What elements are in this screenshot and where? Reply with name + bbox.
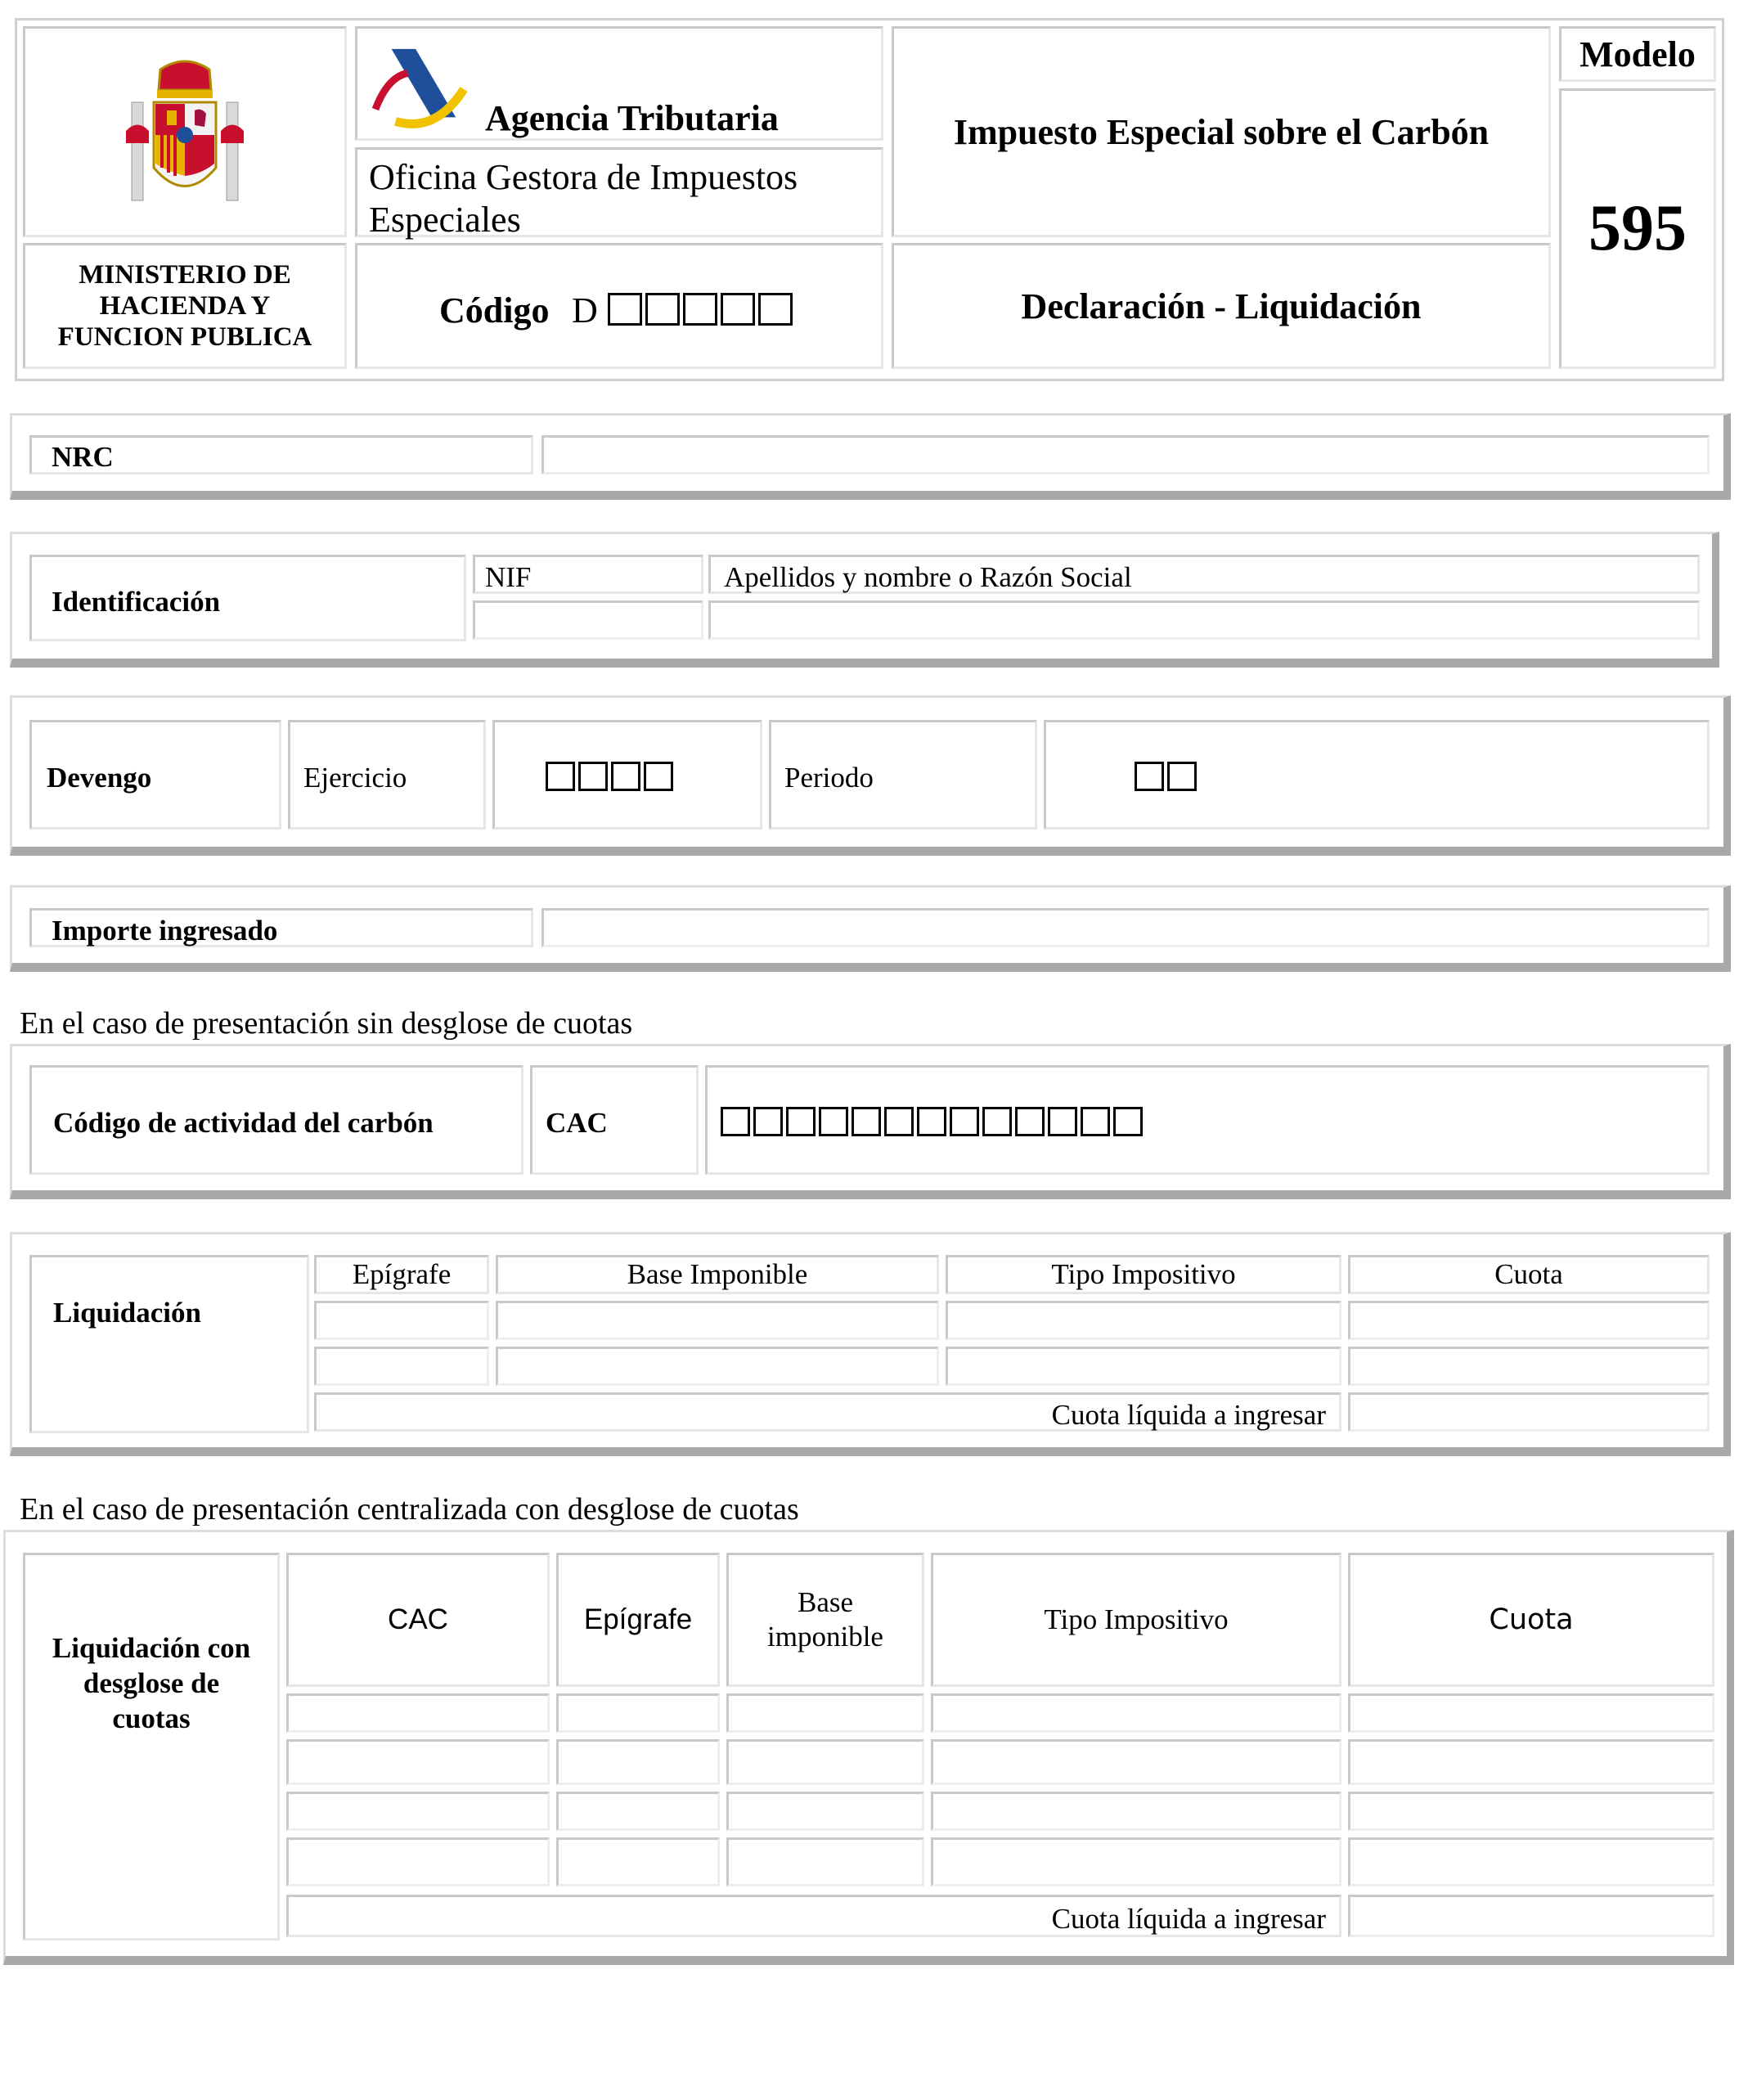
name-label-cell [708, 555, 1700, 594]
cd-row1-base[interactable] [726, 1693, 924, 1733]
agency-name: Agencia Tributaria [485, 98, 779, 138]
cac-label: CAC [546, 1107, 608, 1139]
cd-col-base-label: Base imponible [767, 1586, 883, 1653]
con-desglose-label: Liquidación con desglose de cuotas [52, 1632, 251, 1734]
importe-input[interactable] [541, 908, 1710, 947]
devengo-label-cell [29, 720, 281, 830]
liq-col-cuota-label: Cuota [1494, 1258, 1563, 1290]
liq-col-epigrafe [314, 1255, 489, 1294]
cac-boxes[interactable] [721, 1107, 1143, 1136]
liq-row1-tipo[interactable] [946, 1301, 1341, 1340]
liq-total-label-cell [314, 1392, 1341, 1432]
cd-total-label-cell [286, 1895, 1341, 1937]
name-input[interactable] [708, 600, 1700, 640]
cd-col-cuota [1348, 1553, 1714, 1687]
nrc-label: NRC [52, 441, 114, 473]
cd-col-tipo [931, 1553, 1341, 1687]
importe-label: Importe ingresado [52, 915, 278, 947]
liquidacion-label: Liquidación [53, 1297, 201, 1329]
cd-row1-cac[interactable] [286, 1693, 550, 1733]
codigo-prefix: D [572, 290, 598, 331]
cd-row4-epigrafe[interactable] [556, 1837, 720, 1886]
cd-row2-cac[interactable] [286, 1739, 550, 1785]
cd-row3-cuota[interactable] [1348, 1792, 1714, 1831]
cd-row1-tipo[interactable] [931, 1693, 1341, 1733]
doc-type: Declaración - Liquidación [1021, 286, 1422, 326]
liq-col-cuota [1348, 1255, 1710, 1294]
cac-long-label-cell [29, 1065, 523, 1175]
office-name: Oficina Gestora de Impuestos Especiales [369, 157, 798, 240]
nrc-input[interactable] [541, 435, 1710, 474]
liq-row2-cuota[interactable] [1348, 1347, 1710, 1386]
liq-total-input[interactable] [1348, 1392, 1710, 1432]
ejercicio-value-cell [492, 720, 762, 830]
cac-value-cell [705, 1065, 1710, 1175]
liq-row1-cuota[interactable] [1348, 1301, 1710, 1340]
doc-type-cell [892, 243, 1551, 369]
cd-row1-epigrafe[interactable] [556, 1693, 720, 1733]
modelo-number: 595 [1588, 192, 1687, 264]
codigo-boxes[interactable] [608, 293, 793, 326]
identificacion-label: Identificación [52, 586, 221, 618]
liquidacion-label-cell [29, 1255, 309, 1433]
modelo-label-cell [1559, 26, 1716, 82]
periodo-boxes[interactable] [1135, 762, 1197, 791]
name-label: Apellidos y nombre o Razón Social [724, 561, 1132, 593]
cd-total-input[interactable] [1348, 1895, 1714, 1937]
con-desglose-caption: En el caso de presentación centralizada con desglose de cuotas [20, 1492, 799, 1527]
cd-row3-epigrafe[interactable] [556, 1792, 720, 1831]
cd-col-epigrafe-label: Epígrafe [583, 1603, 693, 1635]
periodo-label: Periodo [784, 762, 874, 794]
cd-row2-cuota[interactable] [1348, 1739, 1714, 1785]
cd-col-cac [286, 1553, 550, 1687]
nrc-label-cell [29, 435, 533, 474]
cd-row4-cuota[interactable] [1348, 1837, 1714, 1886]
coat-of-arms-cell [23, 26, 347, 237]
ministry-cell [23, 243, 347, 369]
ejercicio-boxes[interactable] [546, 762, 673, 791]
agencia-tributaria-logo-icon [371, 45, 469, 133]
modelo-label: Modelo [1579, 34, 1696, 74]
importe-label-cell [29, 908, 533, 947]
nif-input[interactable] [473, 600, 703, 640]
tax-title: Impuesto Especial sobre el Carbón [953, 111, 1490, 152]
nif-label-cell [473, 555, 703, 594]
office-cell [355, 147, 883, 240]
liq-col-tipo-label: Tipo Impositivo [1051, 1258, 1236, 1290]
ejercicio-label: Ejercicio [303, 762, 407, 794]
nif-label: NIF [485, 561, 532, 593]
codigo-cell [355, 243, 883, 369]
tax-title-cell [892, 26, 1551, 237]
devengo-label: Devengo [47, 762, 152, 794]
cd-row3-base[interactable] [726, 1792, 924, 1831]
cd-row3-cac[interactable] [286, 1792, 550, 1831]
liq-row2-base[interactable] [496, 1347, 939, 1386]
cd-col-cac-label: CAC [388, 1603, 448, 1635]
cd-row3-tipo[interactable] [931, 1792, 1341, 1831]
cd-total-label: Cuota líquida a ingresar [1051, 1903, 1326, 1935]
liq-row2-epigrafe[interactable] [314, 1347, 489, 1386]
periodo-label-cell [769, 720, 1037, 830]
coat-of-arms-icon [103, 53, 267, 217]
cd-row4-tipo[interactable] [931, 1837, 1341, 1886]
identificacion-label-cell [29, 555, 466, 641]
con-desglose-label-cell [23, 1553, 280, 1940]
cd-row2-base[interactable] [726, 1739, 924, 1785]
liq-total-label: Cuota líquida a ingresar [1051, 1399, 1326, 1431]
ejercicio-label-cell [288, 720, 486, 830]
liq-col-base-label: Base Imponible [627, 1258, 808, 1290]
codigo-label: Código [439, 290, 550, 331]
cd-col-cuota-label: Cuota [1489, 1603, 1574, 1636]
liq-row1-epigrafe[interactable] [314, 1301, 489, 1340]
cd-row2-epigrafe[interactable] [556, 1739, 720, 1785]
cd-row1-cuota[interactable] [1348, 1693, 1714, 1733]
cd-col-tipo-label: Tipo Impositivo [1044, 1603, 1229, 1635]
sin-desglose-caption: En el caso de presentación sin desglose de cuotas [20, 1006, 633, 1041]
cd-row4-base[interactable] [726, 1837, 924, 1886]
cac-label-cell [530, 1065, 699, 1175]
periodo-value-cell [1044, 720, 1710, 830]
cac-long-label: Código de actividad del carbón [53, 1107, 434, 1139]
cd-col-epigrafe [556, 1553, 720, 1687]
liq-row2-tipo[interactable] [946, 1347, 1341, 1386]
liq-col-tipo [946, 1255, 1341, 1294]
liq-col-base [496, 1255, 939, 1294]
agency-cell [355, 26, 883, 141]
modelo-number-cell [1559, 88, 1716, 369]
liq-row1-base[interactable] [496, 1301, 939, 1340]
cd-col-base [726, 1553, 924, 1687]
liq-col-epigrafe-label: Epígrafe [352, 1258, 452, 1290]
cd-row2-tipo[interactable] [931, 1739, 1341, 1785]
ministry-name: MINISTERIO DE HACIENDA Y FUNCION PUBLICA [57, 260, 312, 352]
cd-row4-cac[interactable] [286, 1837, 550, 1886]
